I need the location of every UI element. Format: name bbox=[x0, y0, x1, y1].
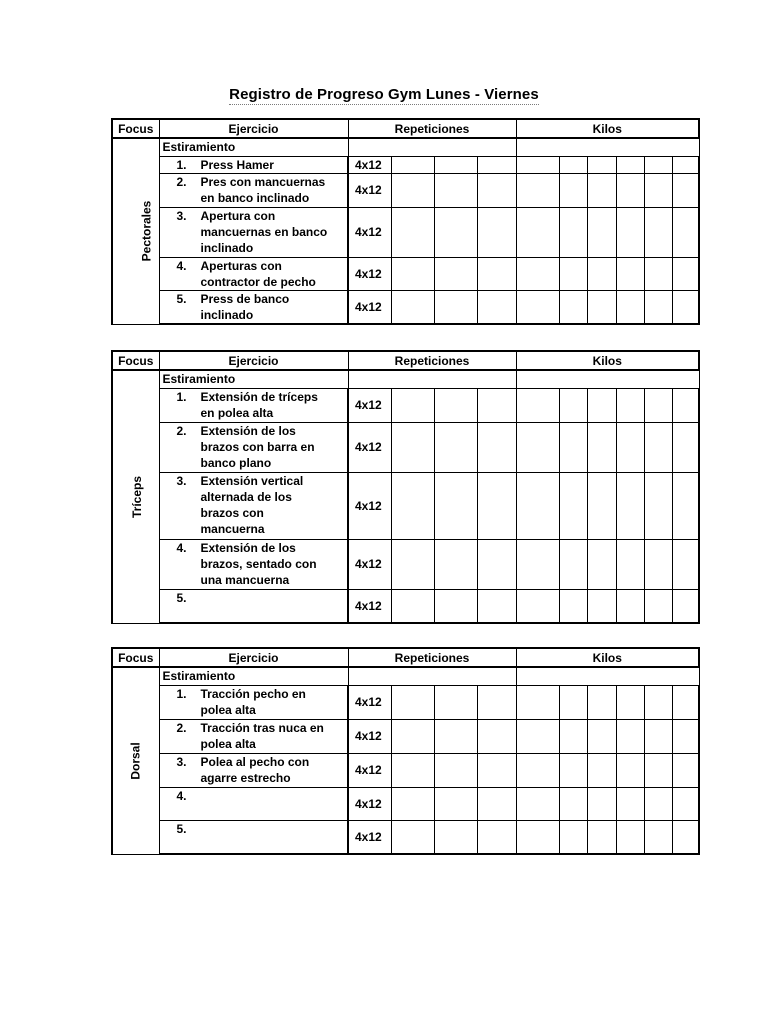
reps-entry-cell[interactable] bbox=[391, 207, 434, 257]
kilos-entry-cell[interactable] bbox=[559, 787, 587, 820]
kilos-entry-cell[interactable] bbox=[644, 257, 672, 290]
stretch-label: Estiramiento bbox=[159, 138, 348, 156]
exercise-log-table bbox=[111, 647, 700, 855]
reps-entry-cell[interactable] bbox=[391, 472, 434, 539]
kilos-entry-cell[interactable] bbox=[587, 820, 616, 854]
kilos-entry-cell[interactable] bbox=[616, 685, 644, 719]
kilos-entry-cell[interactable] bbox=[672, 156, 699, 173]
kilos-entry-cell[interactable] bbox=[587, 257, 616, 290]
reps-entry-cell[interactable] bbox=[391, 719, 434, 753]
exercise-number: 3. bbox=[176, 473, 187, 488]
exercise-name bbox=[159, 472, 348, 539]
exercise-name bbox=[159, 257, 348, 290]
table-header-row bbox=[112, 648, 699, 667]
kilos-entry-cell[interactable] bbox=[644, 173, 672, 207]
exercise-name bbox=[159, 539, 348, 589]
kilos-entry-cell[interactable] bbox=[672, 290, 699, 324]
kilos-entry-cell[interactable] bbox=[516, 207, 559, 257]
exercise-text: Extensión de los brazos con barra en banco plano bbox=[200, 423, 315, 470]
kilos-entry-cell[interactable] bbox=[559, 753, 587, 787]
table-header-row bbox=[112, 119, 699, 138]
exercise-number: 5. bbox=[176, 821, 187, 836]
exercise-row bbox=[112, 719, 699, 753]
exercise-number: 4. bbox=[176, 788, 187, 803]
kilos-entry-cell[interactable] bbox=[672, 388, 699, 422]
kilos-entry-cell[interactable] bbox=[559, 290, 587, 324]
kilos-entry-cell[interactable] bbox=[644, 820, 672, 854]
exercise-number: 4. bbox=[176, 258, 187, 273]
kilos-entry-cell[interactable] bbox=[587, 173, 616, 207]
page-title bbox=[0, 86, 768, 103]
kilos-entry-cell[interactable] bbox=[672, 685, 699, 719]
kilos-entry-cell[interactable] bbox=[516, 173, 559, 207]
kilos-entry-cell[interactable] bbox=[616, 472, 644, 539]
exercise-log-table bbox=[111, 350, 700, 624]
kilos-entry-cell[interactable] bbox=[559, 719, 587, 753]
kilos-entry-cell[interactable] bbox=[644, 539, 672, 589]
kilos-entry-cell[interactable] bbox=[672, 787, 699, 820]
exercise-row bbox=[112, 787, 699, 820]
reps-value: 4x12 bbox=[348, 787, 391, 820]
exercise-name bbox=[159, 173, 348, 207]
reps-entry-cell[interactable] bbox=[391, 156, 434, 173]
exercise-row bbox=[112, 156, 699, 173]
reps-value: 4x12 bbox=[348, 589, 391, 623]
reps-value: 4x12 bbox=[348, 388, 391, 422]
header-kilos: Kilos bbox=[516, 351, 699, 370]
reps-entry-cell[interactable] bbox=[477, 685, 516, 719]
kilos-entry-cell[interactable] bbox=[587, 589, 616, 623]
reps-entry-cell[interactable] bbox=[391, 290, 434, 324]
kilos-entry-cell[interactable] bbox=[672, 820, 699, 854]
exercise-name bbox=[159, 422, 348, 472]
exercise-name bbox=[159, 589, 348, 623]
kilos-entry-cell[interactable] bbox=[616, 422, 644, 472]
kilos-entry-cell[interactable] bbox=[516, 388, 559, 422]
reps-entry-cell[interactable] bbox=[391, 173, 434, 207]
reps-entry-cell[interactable] bbox=[434, 472, 477, 539]
exercise-number: 2. bbox=[176, 174, 187, 189]
exercise-text: Polea al pecho con agarre estrecho bbox=[200, 754, 310, 785]
kilos-entry-cell[interactable] bbox=[559, 472, 587, 539]
stretch-label: Estiramiento bbox=[159, 370, 348, 388]
kilos-entry-cell[interactable] bbox=[644, 388, 672, 422]
kilos-entry-cell[interactable] bbox=[516, 539, 559, 589]
reps-entry-cell[interactable] bbox=[434, 388, 477, 422]
kilos-entry-cell[interactable] bbox=[644, 589, 672, 623]
reps-entry-cell[interactable] bbox=[434, 207, 477, 257]
kilos-entry-cell[interactable] bbox=[644, 472, 672, 539]
kilos-entry-cell[interactable] bbox=[644, 422, 672, 472]
kilos-entry-cell[interactable] bbox=[644, 753, 672, 787]
header-reps: Repeticiones bbox=[348, 119, 516, 138]
exercise-row bbox=[112, 257, 699, 290]
reps-value: 4x12 bbox=[348, 207, 391, 257]
reps-entry-cell[interactable] bbox=[434, 753, 477, 787]
exercise-number: 1. bbox=[176, 389, 187, 404]
header-reps: Repeticiones bbox=[348, 648, 516, 667]
exercise-name bbox=[159, 156, 348, 173]
exercise-name bbox=[159, 290, 348, 324]
kilos-entry-cell[interactable] bbox=[587, 787, 616, 820]
kilos-entry-cell[interactable] bbox=[616, 820, 644, 854]
reps-entry-cell[interactable] bbox=[391, 787, 434, 820]
kilos-entry-cell[interactable] bbox=[516, 685, 559, 719]
exercise-row bbox=[112, 539, 699, 589]
reps-entry-cell[interactable] bbox=[391, 820, 434, 854]
header-kilos: Kilos bbox=[516, 119, 699, 138]
reps-entry-cell[interactable] bbox=[434, 539, 477, 589]
kilos-entry-cell[interactable] bbox=[587, 539, 616, 589]
reps-entry-cell[interactable] bbox=[477, 539, 516, 589]
reps-value: 4x12 bbox=[348, 472, 391, 539]
reps-value: 4x12 bbox=[348, 753, 391, 787]
kilos-entry-cell[interactable] bbox=[559, 820, 587, 854]
kilos-blank bbox=[516, 667, 699, 685]
exercise-text: Extensión de los brazos, sentado con una mancuerna bbox=[200, 540, 317, 587]
exercise-text: Extensión de tríceps en polea alta bbox=[200, 389, 318, 420]
kilos-entry-cell[interactable] bbox=[616, 290, 644, 324]
reps-entry-cell[interactable] bbox=[391, 422, 434, 472]
header-reps: Repeticiones bbox=[348, 351, 516, 370]
exercise-number: 1. bbox=[176, 686, 187, 701]
exercise-row bbox=[112, 589, 699, 623]
kilos-entry-cell[interactable] bbox=[587, 422, 616, 472]
exercise-text: Press de banco inclinado bbox=[200, 291, 290, 322]
kilos-entry-cell[interactable] bbox=[559, 388, 587, 422]
reps-entry-cell[interactable] bbox=[477, 589, 516, 623]
header-exercise: Ejercicio bbox=[159, 351, 348, 370]
kilos-entry-cell[interactable] bbox=[516, 589, 559, 623]
exercise-row bbox=[112, 472, 699, 539]
reps-entry-cell[interactable] bbox=[391, 539, 434, 589]
exercise-name bbox=[159, 787, 348, 820]
kilos-entry-cell[interactable] bbox=[644, 685, 672, 719]
kilos-entry-cell[interactable] bbox=[616, 787, 644, 820]
exercise-text: Extensión vertical alternada de los brazos con mancuerna bbox=[200, 473, 304, 536]
exercise-row bbox=[112, 173, 699, 207]
kilos-entry-cell[interactable] bbox=[644, 156, 672, 173]
header-exercise: Ejercicio bbox=[159, 648, 348, 667]
kilos-entry-cell[interactable] bbox=[672, 173, 699, 207]
reps-entry-cell[interactable] bbox=[477, 472, 516, 539]
stretch-label: Estiramiento bbox=[159, 667, 348, 685]
exercise-row bbox=[112, 207, 699, 257]
focus-label: Tríceps bbox=[130, 475, 145, 518]
reps-entry-cell[interactable] bbox=[434, 156, 477, 173]
kilos-entry-cell[interactable] bbox=[516, 719, 559, 753]
reps-entry-cell[interactable] bbox=[477, 753, 516, 787]
exercise-text: Aperturas con contractor de pecho bbox=[200, 258, 316, 289]
reps-entry-cell[interactable] bbox=[391, 257, 434, 290]
exercise-number: 1. bbox=[176, 157, 187, 172]
kilos-entry-cell[interactable] bbox=[672, 719, 699, 753]
kilos-entry-cell[interactable] bbox=[616, 207, 644, 257]
kilos-entry-cell[interactable] bbox=[672, 422, 699, 472]
focus-cell bbox=[112, 370, 159, 623]
kilos-entry-cell[interactable] bbox=[516, 290, 559, 324]
reps-value: 4x12 bbox=[348, 820, 391, 854]
kilos-entry-cell[interactable] bbox=[644, 787, 672, 820]
exercise-name bbox=[159, 753, 348, 787]
exercise-text: Tracción tras nuca en polea alta bbox=[200, 720, 324, 751]
reps-value: 4x12 bbox=[348, 422, 391, 472]
kilos-entry-cell[interactable] bbox=[672, 589, 699, 623]
reps-entry-cell[interactable] bbox=[477, 290, 516, 324]
reps-blank bbox=[348, 370, 516, 388]
exercise-row bbox=[112, 753, 699, 787]
reps-entry-cell[interactable] bbox=[391, 388, 434, 422]
kilos-entry-cell[interactable] bbox=[559, 589, 587, 623]
reps-value: 4x12 bbox=[348, 539, 391, 589]
exercise-row bbox=[112, 388, 699, 422]
kilos-blank bbox=[516, 370, 699, 388]
stretch-row bbox=[112, 370, 699, 388]
exercise-name bbox=[159, 820, 348, 854]
reps-entry-cell[interactable] bbox=[477, 207, 516, 257]
exercise-text bbox=[201, 590, 345, 606]
header-exercise: Ejercicio bbox=[159, 119, 348, 138]
reps-entry-cell[interactable] bbox=[477, 719, 516, 753]
reps-value: 4x12 bbox=[348, 290, 391, 324]
kilos-entry-cell[interactable] bbox=[672, 472, 699, 539]
reps-entry-cell[interactable] bbox=[434, 422, 477, 472]
exercise-row bbox=[112, 820, 699, 854]
exercise-number: 5. bbox=[176, 590, 187, 605]
header-kilos: Kilos bbox=[516, 648, 699, 667]
kilos-entry-cell[interactable] bbox=[644, 719, 672, 753]
reps-blank bbox=[348, 667, 516, 685]
exercise-number: 3. bbox=[176, 754, 187, 769]
table-header-row bbox=[112, 351, 699, 370]
reps-entry-cell[interactable] bbox=[391, 589, 434, 623]
reps-value: 4x12 bbox=[348, 173, 391, 207]
reps-value: 4x12 bbox=[348, 719, 391, 753]
exercise-number: 5. bbox=[176, 291, 187, 306]
kilos-entry-cell[interactable] bbox=[587, 207, 616, 257]
kilos-entry-cell[interactable] bbox=[616, 257, 644, 290]
exercise-log-table bbox=[111, 118, 700, 325]
exercise-row bbox=[112, 422, 699, 472]
kilos-entry-cell[interactable] bbox=[559, 539, 587, 589]
kilos-entry-cell[interactable] bbox=[516, 257, 559, 290]
exercise-name bbox=[159, 388, 348, 422]
kilos-entry-cell[interactable] bbox=[672, 257, 699, 290]
reps-entry-cell[interactable] bbox=[434, 290, 477, 324]
focus-label: Dorsal bbox=[128, 742, 143, 780]
reps-value: 4x12 bbox=[348, 685, 391, 719]
exercise-number: 2. bbox=[176, 720, 187, 735]
reps-entry-cell[interactable] bbox=[434, 685, 477, 719]
reps-entry-cell[interactable] bbox=[477, 820, 516, 854]
kilos-entry-cell[interactable] bbox=[587, 753, 616, 787]
stretch-row bbox=[112, 138, 699, 156]
kilos-entry-cell[interactable] bbox=[516, 156, 559, 173]
kilos-entry-cell[interactable] bbox=[587, 685, 616, 719]
kilos-entry-cell[interactable] bbox=[516, 753, 559, 787]
exercise-name bbox=[159, 207, 348, 257]
exercise-text bbox=[201, 788, 345, 804]
kilos-blank bbox=[516, 138, 699, 156]
exercise-number: 4. bbox=[176, 540, 187, 555]
kilos-entry-cell[interactable] bbox=[559, 685, 587, 719]
reps-entry-cell[interactable] bbox=[477, 173, 516, 207]
kilos-entry-cell[interactable] bbox=[616, 589, 644, 623]
kilos-entry-cell[interactable] bbox=[559, 173, 587, 207]
kilos-entry-cell[interactable] bbox=[587, 388, 616, 422]
reps-entry-cell[interactable] bbox=[434, 589, 477, 623]
exercise-name bbox=[159, 719, 348, 753]
kilos-entry-cell[interactable] bbox=[559, 156, 587, 173]
kilos-entry-cell[interactable] bbox=[559, 257, 587, 290]
kilos-entry-cell[interactable] bbox=[616, 388, 644, 422]
kilos-entry-cell[interactable] bbox=[616, 753, 644, 787]
exercise-number: 2. bbox=[176, 423, 187, 438]
kilos-entry-cell[interactable] bbox=[516, 472, 559, 539]
page-title-text: Registro de Progreso Gym Lunes - Viernes bbox=[229, 86, 539, 103]
focus-label: Pectorales bbox=[139, 200, 154, 262]
kilos-entry-cell[interactable] bbox=[516, 422, 559, 472]
reps-value: 4x12 bbox=[348, 257, 391, 290]
kilos-entry-cell[interactable] bbox=[587, 472, 616, 539]
kilos-entry-cell[interactable] bbox=[559, 422, 587, 472]
kilos-entry-cell[interactable] bbox=[672, 207, 699, 257]
reps-entry-cell[interactable] bbox=[391, 685, 434, 719]
kilos-entry-cell[interactable] bbox=[672, 539, 699, 589]
reps-blank bbox=[348, 138, 516, 156]
header-focus: Focus bbox=[112, 648, 159, 667]
focus-cell bbox=[112, 667, 159, 854]
exercise-text: Apertura con mancuernas en banco inclinado bbox=[200, 208, 328, 255]
kilos-entry-cell[interactable] bbox=[644, 290, 672, 324]
reps-entry-cell[interactable] bbox=[434, 173, 477, 207]
kilos-entry-cell[interactable] bbox=[516, 820, 559, 854]
reps-entry-cell[interactable] bbox=[434, 820, 477, 854]
exercise-name bbox=[159, 685, 348, 719]
stretch-row bbox=[112, 667, 699, 685]
exercise-text: Pres con mancuernas en banco inclinado bbox=[200, 174, 326, 205]
reps-entry-cell[interactable] bbox=[477, 787, 516, 820]
reps-value: 4x12 bbox=[348, 156, 391, 173]
exercise-text: Tracción pecho en polea alta bbox=[200, 686, 306, 717]
kilos-entry-cell[interactable] bbox=[516, 787, 559, 820]
reps-entry-cell[interactable] bbox=[477, 388, 516, 422]
kilos-entry-cell[interactable] bbox=[587, 156, 616, 173]
reps-entry-cell[interactable] bbox=[434, 787, 477, 820]
kilos-entry-cell[interactable] bbox=[644, 207, 672, 257]
reps-entry-cell[interactable] bbox=[434, 719, 477, 753]
focus-cell bbox=[112, 138, 159, 324]
exercise-number: 3. bbox=[176, 208, 187, 223]
exercise-text bbox=[201, 821, 345, 837]
reps-entry-cell[interactable] bbox=[477, 257, 516, 290]
kilos-entry-cell[interactable] bbox=[616, 719, 644, 753]
exercise-row bbox=[112, 685, 699, 719]
kilos-entry-cell[interactable] bbox=[587, 290, 616, 324]
kilos-entry-cell[interactable] bbox=[616, 539, 644, 589]
kilos-entry-cell[interactable] bbox=[587, 719, 616, 753]
exercise-text: Press Hamer bbox=[200, 157, 274, 172]
kilos-entry-cell[interactable] bbox=[559, 207, 587, 257]
header-focus: Focus bbox=[112, 119, 159, 138]
exercise-row bbox=[112, 290, 699, 324]
reps-entry-cell[interactable] bbox=[391, 753, 434, 787]
kilos-entry-cell[interactable] bbox=[616, 173, 644, 207]
kilos-entry-cell[interactable] bbox=[672, 753, 699, 787]
reps-entry-cell[interactable] bbox=[477, 156, 516, 173]
header-focus: Focus bbox=[112, 351, 159, 370]
reps-entry-cell[interactable] bbox=[477, 422, 516, 472]
reps-entry-cell[interactable] bbox=[434, 257, 477, 290]
kilos-entry-cell[interactable] bbox=[616, 156, 644, 173]
